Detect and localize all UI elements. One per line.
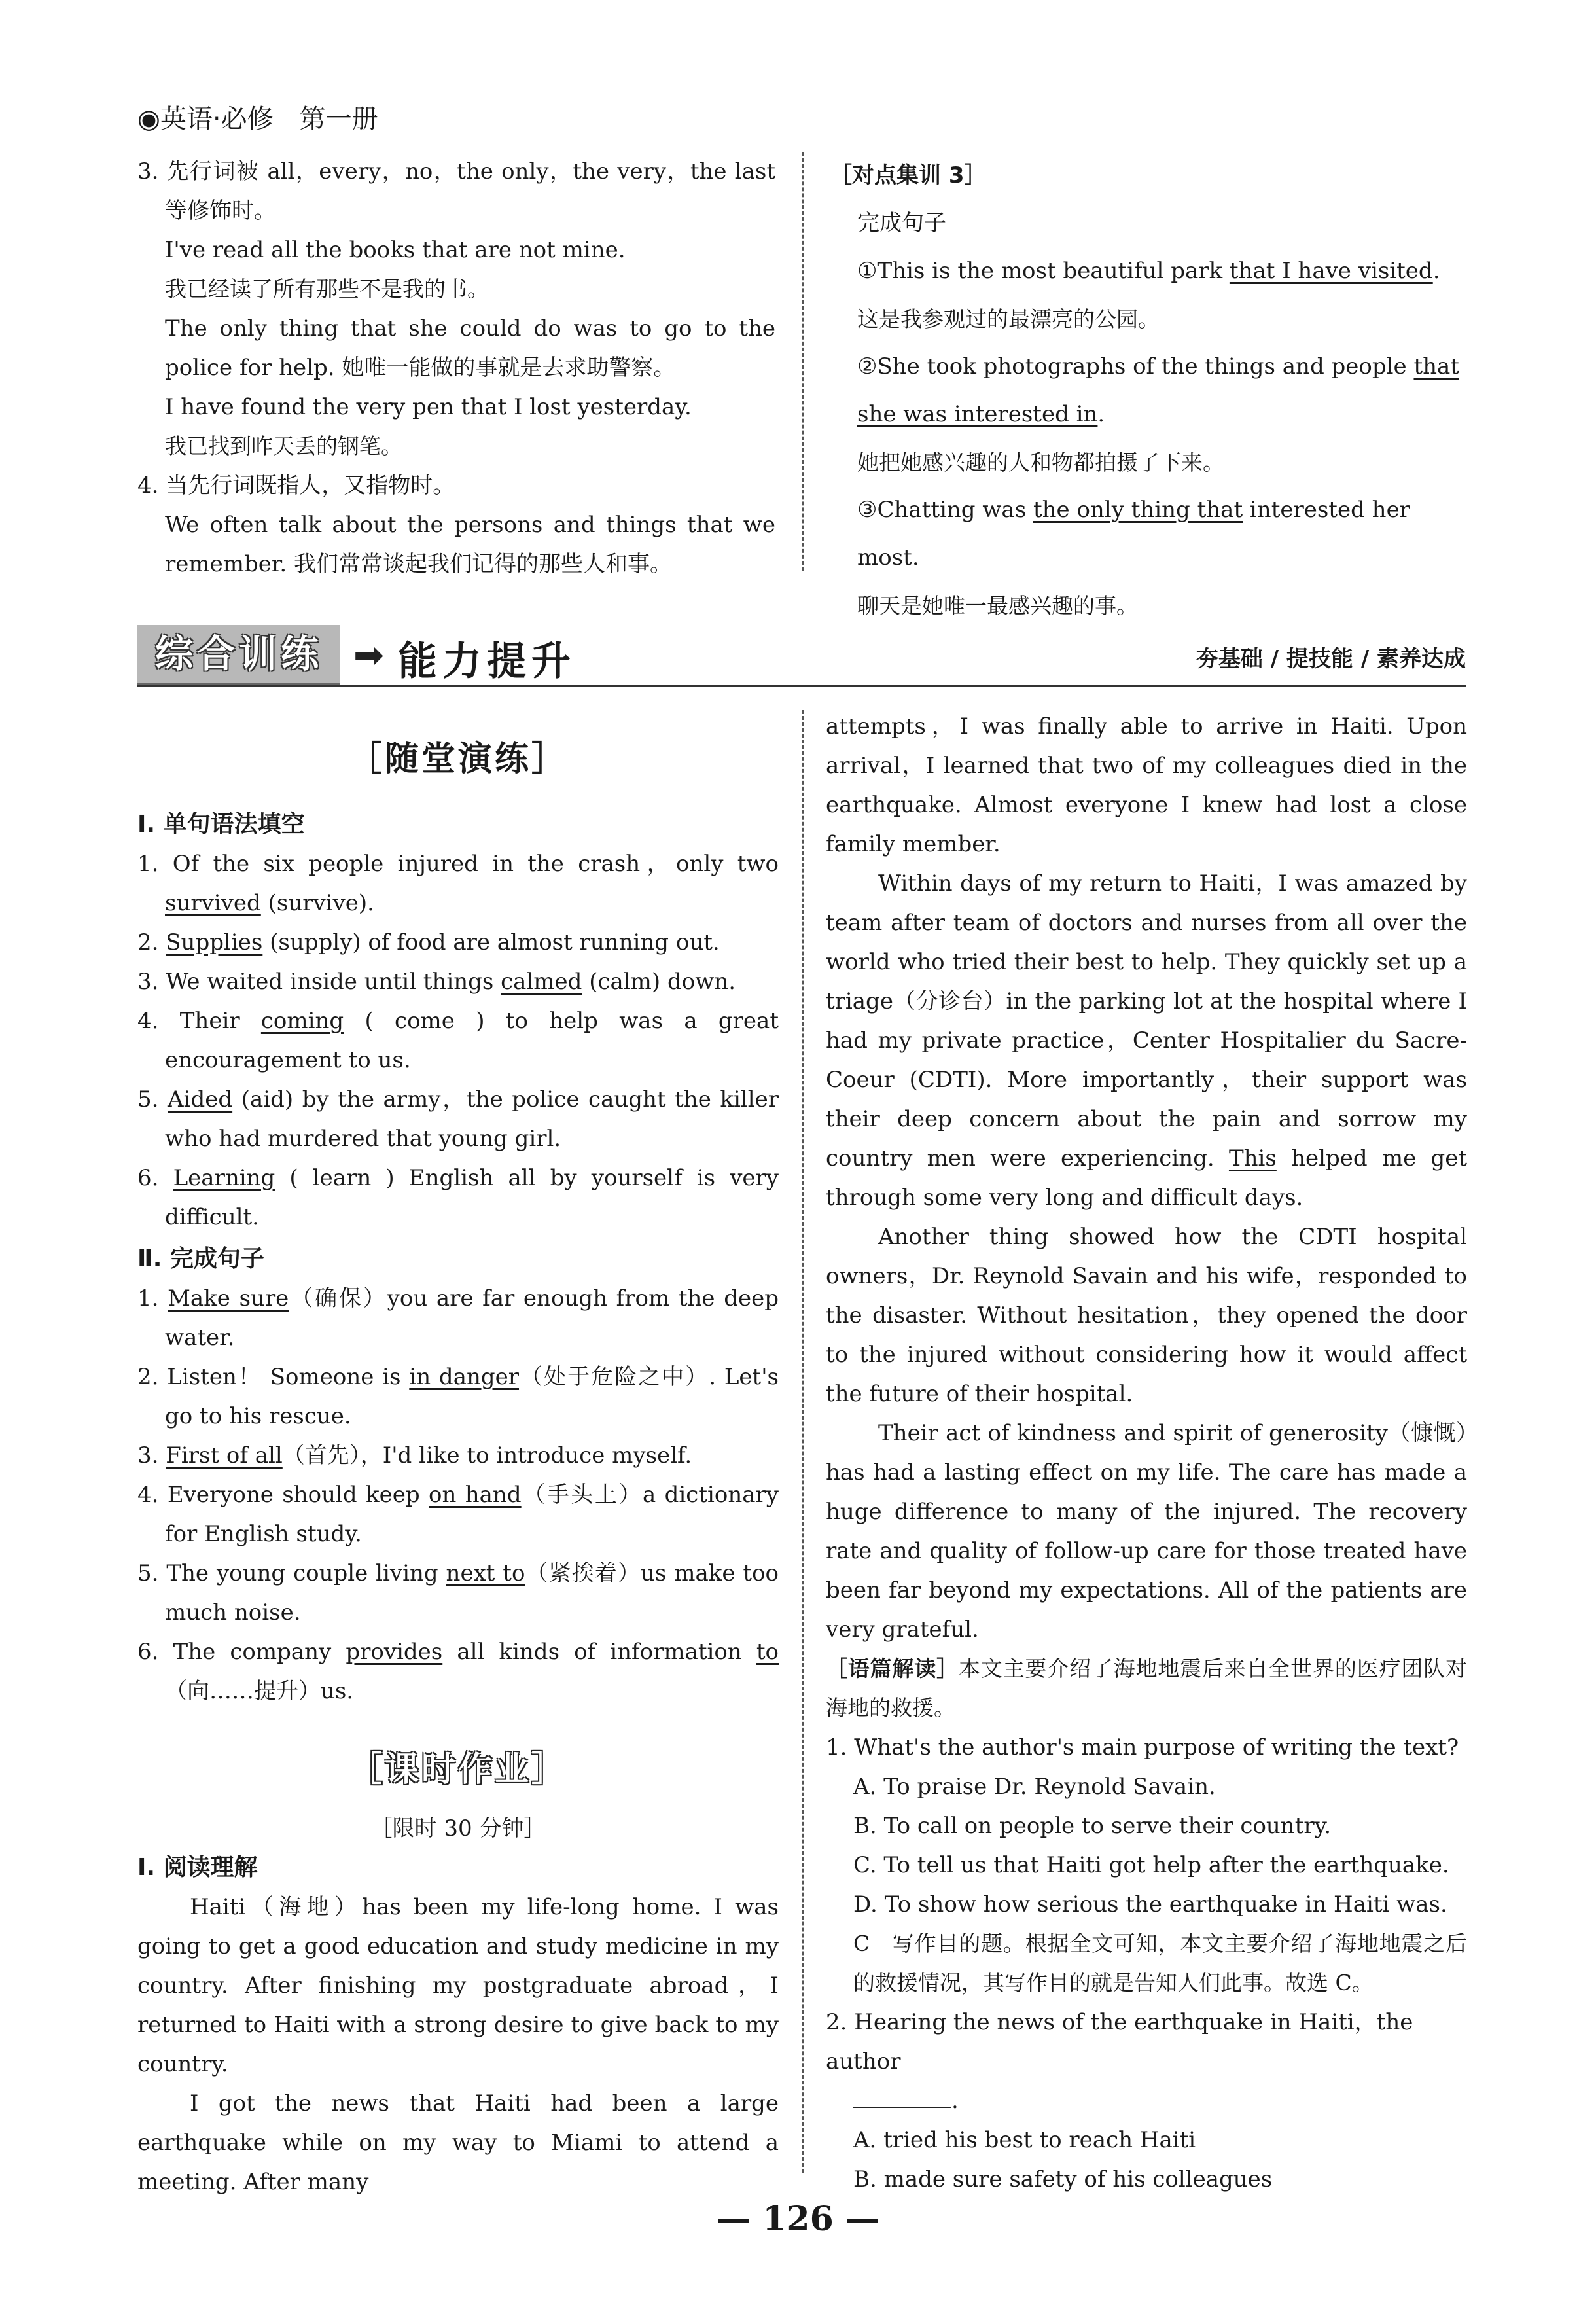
question-1-option-4: D. To show how serious the earthquake in Haiti was. bbox=[853, 1891, 1447, 1918]
grammar-fill-item-2: 2. Supplies (supply) of food are almost running out. bbox=[137, 929, 720, 956]
banner-divider bbox=[137, 685, 1466, 687]
practice-question-3: ③Chatting was the only thing that interested her most. bbox=[857, 497, 1410, 571]
question-1-answer: C 写作目的题。根据全文可知，本文主要介绍了海地地震之后的救援情况，其写作目的就是告知人们此事。故选 C。 bbox=[853, 1931, 1467, 1995]
arrow-right-icon: ➡ bbox=[353, 634, 384, 677]
time-limit: ［限时 30 分钟］ bbox=[370, 1815, 546, 1842]
page-number: — 126 — bbox=[717, 2199, 879, 2239]
practice-instruction: 完成句子 bbox=[857, 210, 946, 236]
rule-4-title: 4. 当先行词既指人，又指物时。 bbox=[137, 473, 455, 499]
grammar-fill-item-5: 5. Aided (aid) by the army，the police caught the killer who had murdered that young girl. bbox=[137, 1086, 779, 1152]
section-title-homework: ［课时作业］ bbox=[347, 1750, 568, 1789]
section-banner bbox=[137, 625, 1466, 684]
question-1-option-1: A. To praise Dr. Reynold Savain. bbox=[853, 1774, 1216, 1800]
practice-question-2: ②She took photographs of the things and people that she was interested in. bbox=[857, 353, 1459, 427]
question-1-option-3: C. To tell us that Haiti got help after the earthquake. bbox=[853, 1852, 1449, 1878]
rule-3-title: 3. 先行词被 all，every，no，the only，the very，the last 等修饰时。 bbox=[137, 158, 775, 224]
practice-tag: ［对点集训 3］ bbox=[830, 162, 987, 188]
section-title-in-class-practice: ［随堂演练］ bbox=[347, 740, 568, 779]
banner-tagline: 夯基础 / 提技能 / 素养达成 bbox=[1196, 646, 1466, 672]
right-column bbox=[826, 707, 1467, 2199]
example-3-en: I have found the very pen that I lost yesterday. bbox=[165, 394, 692, 420]
column-divider-top bbox=[802, 152, 804, 571]
text-analysis: ［语篇解读］本文主要介绍了海地地震后来自全世界的医疗团队对海地的救援。 bbox=[826, 1656, 1468, 1721]
passage-paragraph-2: I got the news that Haiti had been a large earthquake while on my way to Miami to attend a meeting. After many bbox=[137, 2090, 779, 2195]
passage-continuation: attempts，I was finally able to arrive in Haiti. Upon arrival，I learned that two of my colleagues died in the earthquake. Almost everyone I knew had lost a close family member. bbox=[826, 713, 1467, 857]
example-2: The only thing that she could do was to go to the police for help. 她唯一能做的事就是去求助警察。 bbox=[165, 315, 775, 381]
practice-question-1: ①This is the most beautiful park that I have visited. bbox=[857, 258, 1440, 284]
passage-paragraph-3: Within days of my return to Haiti，I was amazed by team after team of doctors and nurses from all over the world who tried their best to help. They quickly set up a triage（分诊台）in the parking lot at the hospital where I had my private practice，Center Hospitalier du Sacre-Coeur (CDTI). More importantly，their support was their deep concern about the pain and sorrow my country men were experiencing. This helped me get through some very long and difficult days. bbox=[826, 870, 1467, 1211]
practice-question-1-cn: 这是我参观过的最漂亮的公园。 bbox=[857, 306, 1160, 332]
practice-question-3-cn: 聊天是她唯一最感兴趣的事。 bbox=[857, 593, 1138, 618]
sentence-completion-item-3: 3. First of all（首先），I'd like to introduce myself. bbox=[137, 1442, 692, 1469]
grammar-fill-item-1: 1. Of the six people injured in the crash，only two survived (survive). bbox=[137, 851, 779, 916]
grammar-rules-column bbox=[137, 152, 775, 584]
sentence-completion-item-2: 2. Listen！ Someone is in danger（处于危险之中）. Let's go to his rescue. bbox=[137, 1364, 779, 1429]
passage-paragraph-4: Another thing showed how the CDTI hospital owners，Dr. Reynold Savain and his wife，responded to the disaster. Without hesitation，they opened the door to the injured without considering how it would affect the future of their hospital. bbox=[826, 1224, 1467, 1407]
example-4: We often talk about the persons and things that we remember. 我们常常谈起我们记得的那些人和事。 bbox=[165, 512, 775, 577]
column-divider-bottom bbox=[802, 710, 804, 2173]
question-1: 1. What's the author's main purpose of writing the text? bbox=[826, 1734, 1459, 1760]
example-3-cn: 我已找到昨天丢的钢笔。 bbox=[165, 433, 402, 459]
passage-paragraph-5: Their act of kindness and spirit of generosity（慷慨）has had a lasting effect on my life. The care has made a huge difference to many of the injured. The recovery rate and quality of follow-up care for those treated have been far beyond my expectations. All of the patients are very grateful. bbox=[826, 1420, 1467, 1643]
sentence-completion-item-1: 1. Make sure（确保）you are far enough from the deep water. bbox=[137, 1285, 779, 1351]
book-header-label: ◉英语·必修 第一册 bbox=[137, 104, 378, 134]
banner-title: 能力提升 bbox=[398, 639, 576, 685]
question-2-option-2: B. made sure safety of his colleagues bbox=[853, 2166, 1273, 2192]
practice-exercise-column bbox=[830, 152, 1468, 630]
sentence-completion-list bbox=[137, 1279, 779, 1711]
practice-question-2-cn: 她把她感兴趣的人和物都拍摄了下来。 bbox=[857, 450, 1224, 475]
question-2-blank: . bbox=[826, 2081, 1467, 2120]
example-1-cn: 我已经读了所有那些不是我的书。 bbox=[165, 276, 489, 302]
sentence-completion-item-5: 5. The young couple living next to（紧挨着）us make too much noise. bbox=[137, 1560, 779, 1626]
question-2: 2. Hearing the news of the earthquake in Haiti，the author bbox=[826, 2009, 1413, 2075]
passage-paragraph-1: Haiti（海地）has been my life-long home. I was going to get a good education and study medicine in my country. After finishing my postgraduate abroad，I returned to Haiti with a strong desire to give back to my country. bbox=[137, 1894, 779, 2077]
grammar-fill-item-4: 4. Their coming ( come ) to help was a great encouragement to us. bbox=[137, 1008, 779, 1073]
question-2-option-1: A. tried his best to reach Haiti bbox=[853, 2127, 1196, 2153]
left-column bbox=[137, 707, 779, 2202]
part-3-title: Ⅰ. 阅读理解 bbox=[137, 1854, 258, 1881]
grammar-fill-list bbox=[137, 844, 779, 1237]
example-1-en: I've read all the books that are not mine. bbox=[165, 237, 626, 263]
sentence-completion-item-4: 4. Everyone should keep on hand（手头上）a dictionary for English study. bbox=[137, 1482, 779, 1547]
question-1-option-2: B. To call on people to serve their country. bbox=[853, 1813, 1332, 1839]
question-1-options bbox=[826, 1767, 1467, 1924]
sentence-completion-item-6: 6. The company provides all kinds of information to（向……提升）us. bbox=[137, 1639, 779, 1704]
part-2-title: Ⅱ. 完成句子 bbox=[137, 1245, 264, 1272]
banner-box-label: 综合训练 bbox=[137, 625, 340, 685]
part-1-title: Ⅰ. 单句语法填空 bbox=[137, 811, 305, 838]
grammar-fill-item-3: 3. We waited inside until things calmed (calm) down. bbox=[137, 969, 736, 995]
grammar-fill-item-6: 6. Learning ( learn ) English all by yourself is very difficult. bbox=[137, 1165, 779, 1230]
question-2-options bbox=[826, 2120, 1467, 2199]
